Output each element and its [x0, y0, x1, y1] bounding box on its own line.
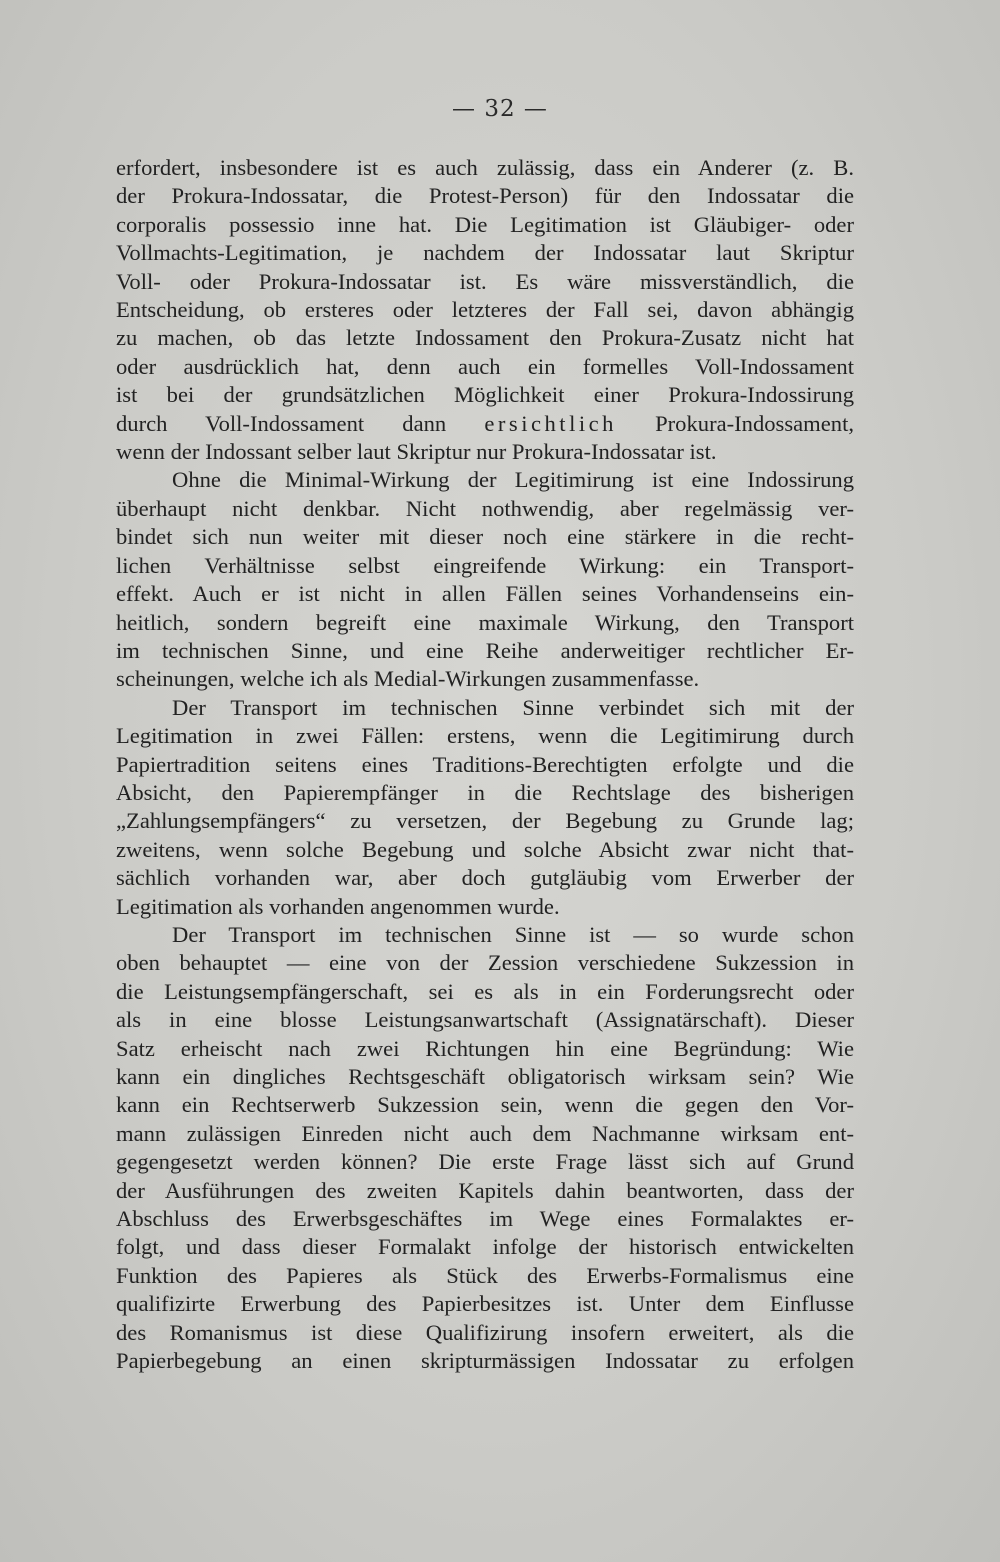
text-line: überhaupt nicht denkbar. Nicht nothwendig, aber regelmässig ver-	[116, 495, 854, 521]
text-line: als in eine blosse Leistungsanwartschaft (Assignatärschaft). Dieser	[116, 1007, 854, 1033]
text-line: Der Transport im technischen Sinne ist — so wurde schon	[172, 921, 854, 947]
text-line: kann ein Rechtserwerb Sukzession sein, wenn die gegen den Vor-	[116, 1092, 854, 1118]
text-line: kann ein dingliches Rechtsgeschäft obligatorisch wirksam sein? Wie	[116, 1064, 854, 1089]
text-line: Der Transport im technischen Sinne verbindet sich mit der	[172, 694, 854, 720]
text-line: gegengesetzt werden können? Die erste Frage lässt sich auf Grund	[116, 1149, 854, 1175]
text-line: wenn der Indossant selber laut Skriptur nur Prokura-Indossatar ist.	[116, 439, 717, 465]
text-line: mann zulässigen Einreden nicht auch dem Nachmanne wirksam ent-	[116, 1120, 854, 1146]
text-line: Papierbegebung an einen skripturmässigen Indossatar zu erfolgen	[116, 1348, 854, 1374]
text-segment: durch Voll-Indossament dann	[116, 410, 485, 436]
text-line: Legitimation in zwei Fällen: erstens, wenn die Legitimirung durch	[116, 723, 854, 749]
text-line: die Leistungsempfängerschaft, sei es als in ein Forderungsrecht oder	[116, 978, 854, 1004]
text-line: im technischen Sinne, und eine Reihe anderweitiger rechtlicher Er-	[116, 637, 854, 663]
text-line: effekt. Auch er ist nicht in allen Fällen seines Vorhandenseins ein-	[116, 581, 854, 607]
body-text	[116, 154, 854, 1375]
text-line: zu machen, ob das letzte Indossament den Prokura-Zusatz nicht hat	[116, 325, 854, 351]
text-line: folgt, und dass dieser Formalakt infolge der historisch entwickelten	[116, 1234, 854, 1260]
page-number: — 32 —	[452, 96, 548, 122]
text-line: oben behauptet — eine von der Zession verschiedene Sukzession in	[116, 950, 854, 976]
text-line: erfordert, insbesondere ist es auch zulässig, dass ein Anderer (z. B.	[116, 155, 854, 180]
text-line: qualifizirte Erwerbung des Papierbesitzes ist. Unter dem Einflusse	[116, 1291, 854, 1317]
text-line: Vollmachts-Legitimation, je nachdem der Indossatar laut Skriptur	[116, 240, 854, 266]
text-line: Papiertradition seitens eines Traditions-Berechtigten erfolgte und die	[116, 751, 854, 777]
emphasized-word: ersichtlich	[484, 410, 617, 436]
text-line: Entscheidung, ob ersteres oder letzteres der Fall sei, davon abhängig	[116, 297, 854, 323]
text-line: Voll- oder Prokura-Indossatar ist. Es wäre missverständlich, die	[116, 268, 854, 294]
text-line: ist bei der grundsätzlichen Möglichkeit einer Prokura-Indossirung	[116, 382, 854, 408]
text-line: zweitens, wenn solche Begebung und solche Absicht zwar nicht that-	[116, 836, 854, 862]
text-line: lichen Verhältnisse selbst eingreifende Wirkung: ein Transport-	[116, 552, 854, 578]
text-line: corporalis possessio inne hat. Die Legitimation ist Gläubiger- oder	[116, 211, 854, 237]
text-line: Ohne die Minimal-Wirkung der Legitimirung ist eine Indossirung	[172, 467, 854, 493]
text-line: sächlich vorhanden war, aber doch gutgläubig vom Erwerber der	[116, 865, 854, 891]
text-line: der Prokura-Indossatar, die Protest-Person) für den Indossatar die	[116, 183, 854, 209]
text-line: Satz erheischt nach zwei Richtungen hin eine Begründung: Wie	[116, 1035, 854, 1061]
text-line: des Romanismus ist diese Qualifizirung insofern erweitert, als die	[116, 1319, 854, 1345]
text-line: „Zahlungsempfängers“ zu versetzen, der Begebung zu Grunde lag;	[116, 808, 854, 834]
text-line: scheinungen, welche ich als Medial-Wirkungen zusammenfasse.	[116, 666, 700, 692]
text-line: Absicht, den Papierempfänger in die Rechtslage des bisherigen	[116, 779, 854, 805]
text-line: der Ausführungen des zweiten Kapitels dahin beantworten, dass der	[116, 1177, 854, 1203]
text-line: oder ausdrücklich hat, denn auch ein formelles Voll-Indossament	[116, 353, 854, 379]
text-segment: Prokura-Indossament,	[616, 410, 854, 436]
text-line: Abschluss des Erwerbsgeschäftes im Wege eines Formalaktes er-	[116, 1206, 854, 1232]
text-line: Legitimation als vorhanden angenommen wurde.	[116, 893, 560, 919]
text-line: heitlich, sondern begreift eine maximale Wirkung, den Transport	[116, 609, 854, 635]
text-line: bindet sich nun weiter mit dieser noch eine stärkere in die recht-	[116, 524, 854, 550]
text-line	[116, 410, 854, 438]
text-line: Funktion des Papieres als Stück des Erwerbs-Formalismus eine	[116, 1262, 854, 1288]
